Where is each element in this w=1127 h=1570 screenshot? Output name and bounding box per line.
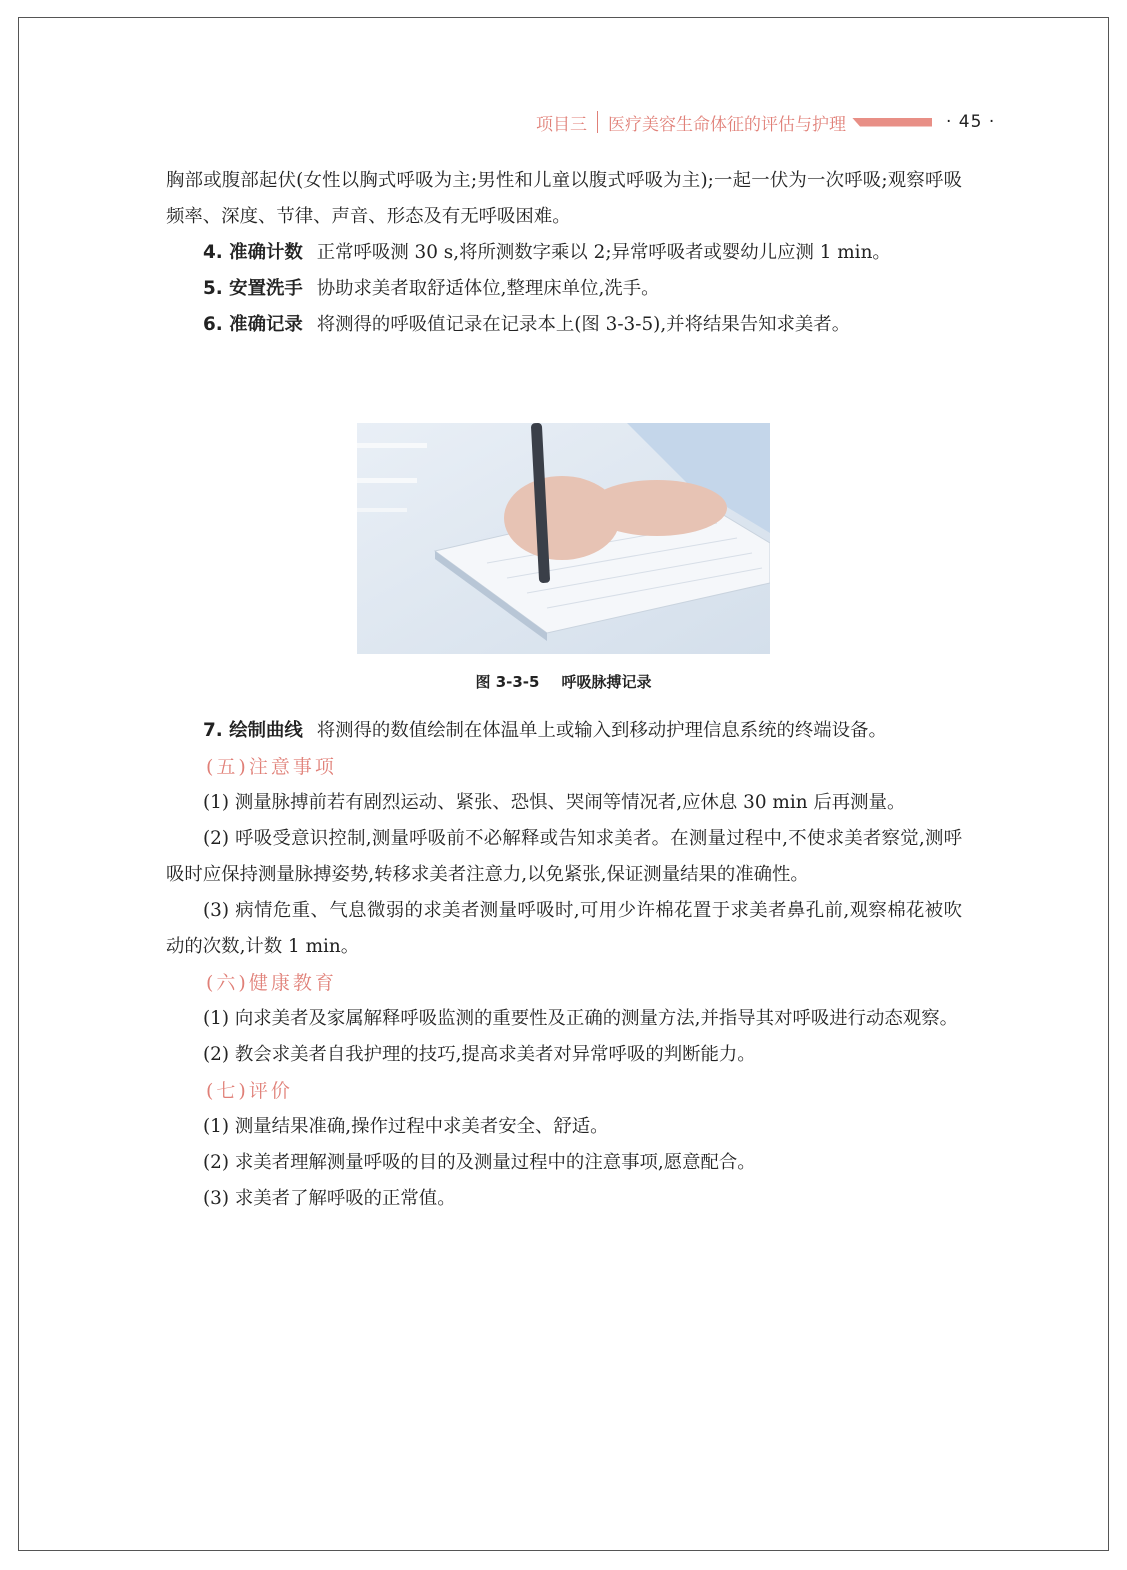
list-item: (1) 向求美者及家属解释呼吸监测的重要性及正确的测量方法,并指导其对呼吸进行动态观察。 — [203, 1008, 958, 1029]
step-label: 6. 准确记录 — [203, 314, 303, 335]
step-label: 7. 绘制曲线 — [203, 720, 303, 741]
rail — [357, 443, 427, 448]
step-7-paragraph — [166, 713, 962, 749]
rail — [357, 478, 417, 483]
step-label: 5. 安置洗手 — [203, 278, 303, 299]
figure-number: 图 3-3-5 — [475, 673, 540, 691]
step-5-paragraph — [166, 271, 962, 307]
bottom-text-block — [166, 713, 962, 1217]
header-divider — [597, 111, 598, 133]
list-item: (2) 求美者理解测量呼吸的目的及测量过程中的注意事项,愿意配合。 — [203, 1152, 756, 1173]
step-text: 将测得的呼吸值记录在记录本上(图 3-3-5),并将结果告知求美者。 — [316, 314, 851, 335]
section-heading-health-education: (六)健康教育 — [206, 972, 337, 994]
step-text: 协助求美者取舒适体位,整理床单位,洗手。 — [316, 278, 660, 299]
step-label: 4. 准确计数 — [203, 242, 303, 263]
list-item: (3) 求美者了解呼吸的正常值。 — [203, 1188, 456, 1209]
header-chapter: 医疗美容生命体征的评估与护理 — [608, 114, 846, 135]
header-decorative-bar — [852, 118, 932, 127]
section-heading-precautions: (五)注意事项 — [206, 756, 337, 778]
figure-photo — [357, 423, 770, 654]
top-text-block — [166, 163, 962, 343]
running-head — [520, 108, 1040, 136]
rail — [357, 508, 407, 512]
paragraph-continuation — [166, 163, 962, 235]
hand-writing-illustration — [357, 423, 770, 654]
wrist — [587, 480, 727, 536]
paragraph-text: 胸部或腹部起伏(女性以胸式呼吸为主;男性和儿童以腹式呼吸为主);一起一伏为一次呼吸;观察呼吸频率、深度、节律、声音、形态及有无呼吸困难。 — [166, 170, 962, 227]
section-heading-evaluation: (七)评价 — [206, 1080, 293, 1102]
header-project: 项目三 — [536, 114, 587, 135]
list-item: (3) 病情危重、气息微弱的求美者测量呼吸时,可用少许棉花置于求美者鼻孔前,观察棉花被吹动的次数,计数 1 min。 — [166, 900, 962, 957]
step-text: 将测得的数值绘制在体温单上或输入到移动护理信息系统的终端设备。 — [316, 720, 887, 741]
list-item: (2) 呼吸受意识控制,测量呼吸前不必解释或告知求美者。在测量过程中,不使求美者察觉,测呼吸时应保持测量脉搏姿势,转移求美者注意力,以免紧张,保证测量结果的准确性。 — [166, 828, 962, 885]
list-item: (1) 测量脉搏前若有剧烈运动、紧张、恐惧、哭闹等情况者,应休息 30 min 后再测量。 — [203, 792, 906, 813]
list-item: (2) 教会求美者自我护理的技巧,提高求美者对异常呼吸的判断能力。 — [203, 1044, 756, 1065]
figure-caption — [357, 671, 770, 692]
list-item: (1) 测量结果准确,操作过程中求美者安全、舒适。 — [203, 1116, 609, 1137]
step-4-paragraph — [166, 235, 962, 271]
figure-title: 呼吸脉搏记录 — [561, 673, 652, 691]
page-number: · 45 · — [946, 112, 996, 132]
step-6-paragraph — [166, 307, 962, 343]
step-text: 正常呼吸测 30 s,将所测数字乘以 2;异常呼吸者或婴幼儿应测 1 min。 — [316, 242, 891, 263]
